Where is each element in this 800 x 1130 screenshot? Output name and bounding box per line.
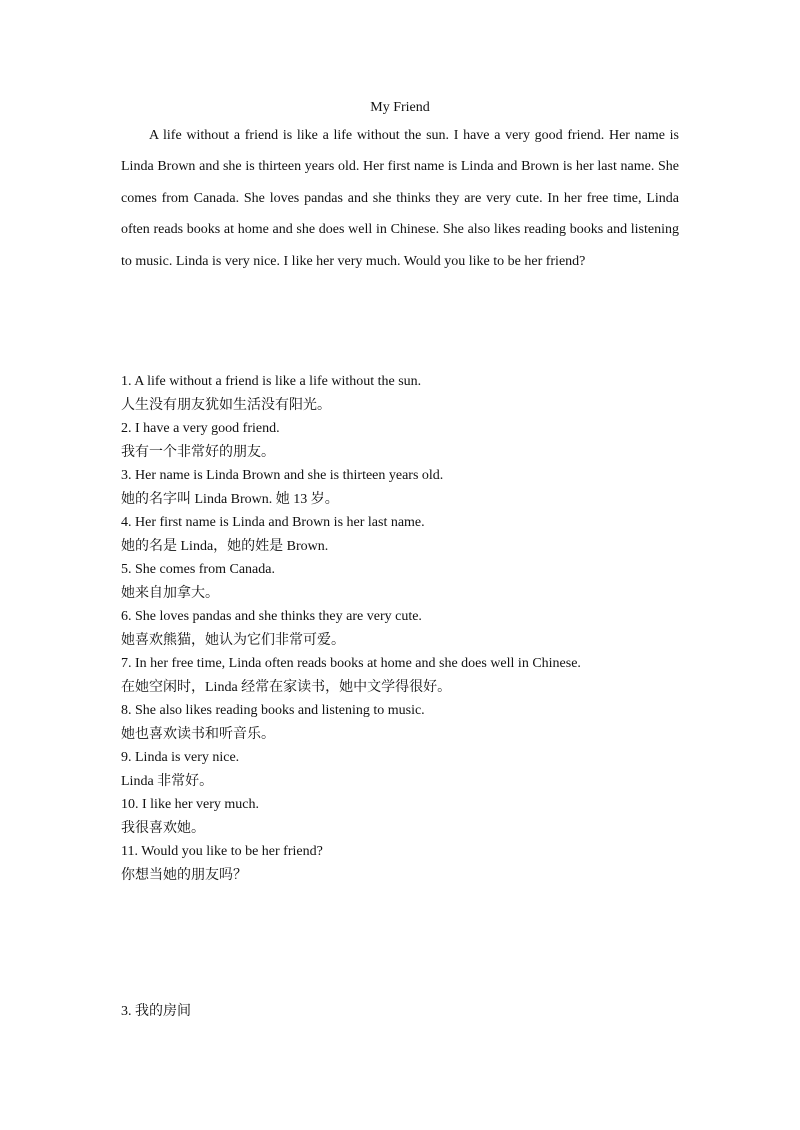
chinese-translation: 人生没有朋友犹如生活没有阳光。	[121, 397, 331, 413]
sentence-pair	[121, 699, 721, 746]
english-sentence: 7. In her free time, Linda often reads books at home and she does well in Chinese.	[121, 656, 581, 671]
english-sentence: 9. Linda is very nice.	[121, 750, 240, 765]
sentence-pair	[121, 652, 721, 699]
english-sentence: 10. I like her very much.	[121, 797, 260, 812]
english-sentence: 3. Her name is Linda Brown and she is thirteen years old.	[121, 468, 444, 483]
chinese-translation: 她的名字叫 Linda Brown. 她 13 岁。	[121, 491, 339, 507]
english-sentence: 6. She loves pandas and she thinks they are very cute.	[121, 609, 422, 624]
english-sentence: 8. She also likes reading books and listening to music.	[121, 703, 425, 718]
chinese-translation: 我有一个非常好的朋友。	[121, 444, 275, 460]
sentence-pair	[121, 370, 721, 417]
sentence-pair	[121, 605, 721, 652]
english-sentence: 11. Would you like to be her friend?	[121, 844, 323, 859]
sentence-pair	[121, 558, 721, 605]
sentence-translation-list	[121, 370, 721, 887]
sentence-pair	[121, 511, 721, 558]
chinese-translation: 你想当她的朋友吗？	[121, 867, 247, 883]
chinese-translation: 她也喜欢读书和听音乐。	[121, 726, 275, 742]
sentence-pair	[121, 464, 721, 511]
next-section-heading: 3. 我的房间	[121, 1004, 191, 1019]
english-sentence: 4. Her first name is Linda and Brown is her last name.	[121, 515, 425, 530]
essay-paragraph: A life without a friend is like a life without the sun. I have a very good friend. Her name is Linda Brown and she is thirteen years old. Her first name is Linda and Brown is her last name. She comes from Canada. She loves pandas and she thinks they are very cute. In her free time, Linda often reads books at home and she does well in Chinese. She also likes reading books and listening to music. Linda is very nice. I like her very much. Would you like to be her friend?	[121, 128, 679, 269]
chinese-translation: Linda 非常好。	[121, 773, 214, 789]
sentence-pair	[121, 793, 721, 840]
chinese-translation: 在她空闲时，Linda 经常在家读书，她中文学得很好。	[121, 679, 452, 695]
sentence-pair	[121, 746, 721, 793]
chinese-translation: 我很喜欢她。	[121, 820, 205, 836]
sentence-pair	[121, 840, 721, 887]
chinese-translation: 她的名是 Linda，她的姓是 Brown.	[121, 538, 329, 554]
english-sentence: 5. She comes from Canada.	[121, 562, 275, 577]
chinese-translation: 她来自加拿大。	[121, 585, 219, 601]
chinese-translation: 她喜欢熊猫，她认为它们非常可爱。	[121, 632, 345, 648]
english-sentence: 1. A life without a friend is like a life without the sun.	[121, 374, 422, 389]
document-title: My Friend	[370, 100, 430, 115]
english-sentence: 2. I have a very good friend.	[121, 421, 280, 436]
sentence-pair	[121, 417, 721, 464]
